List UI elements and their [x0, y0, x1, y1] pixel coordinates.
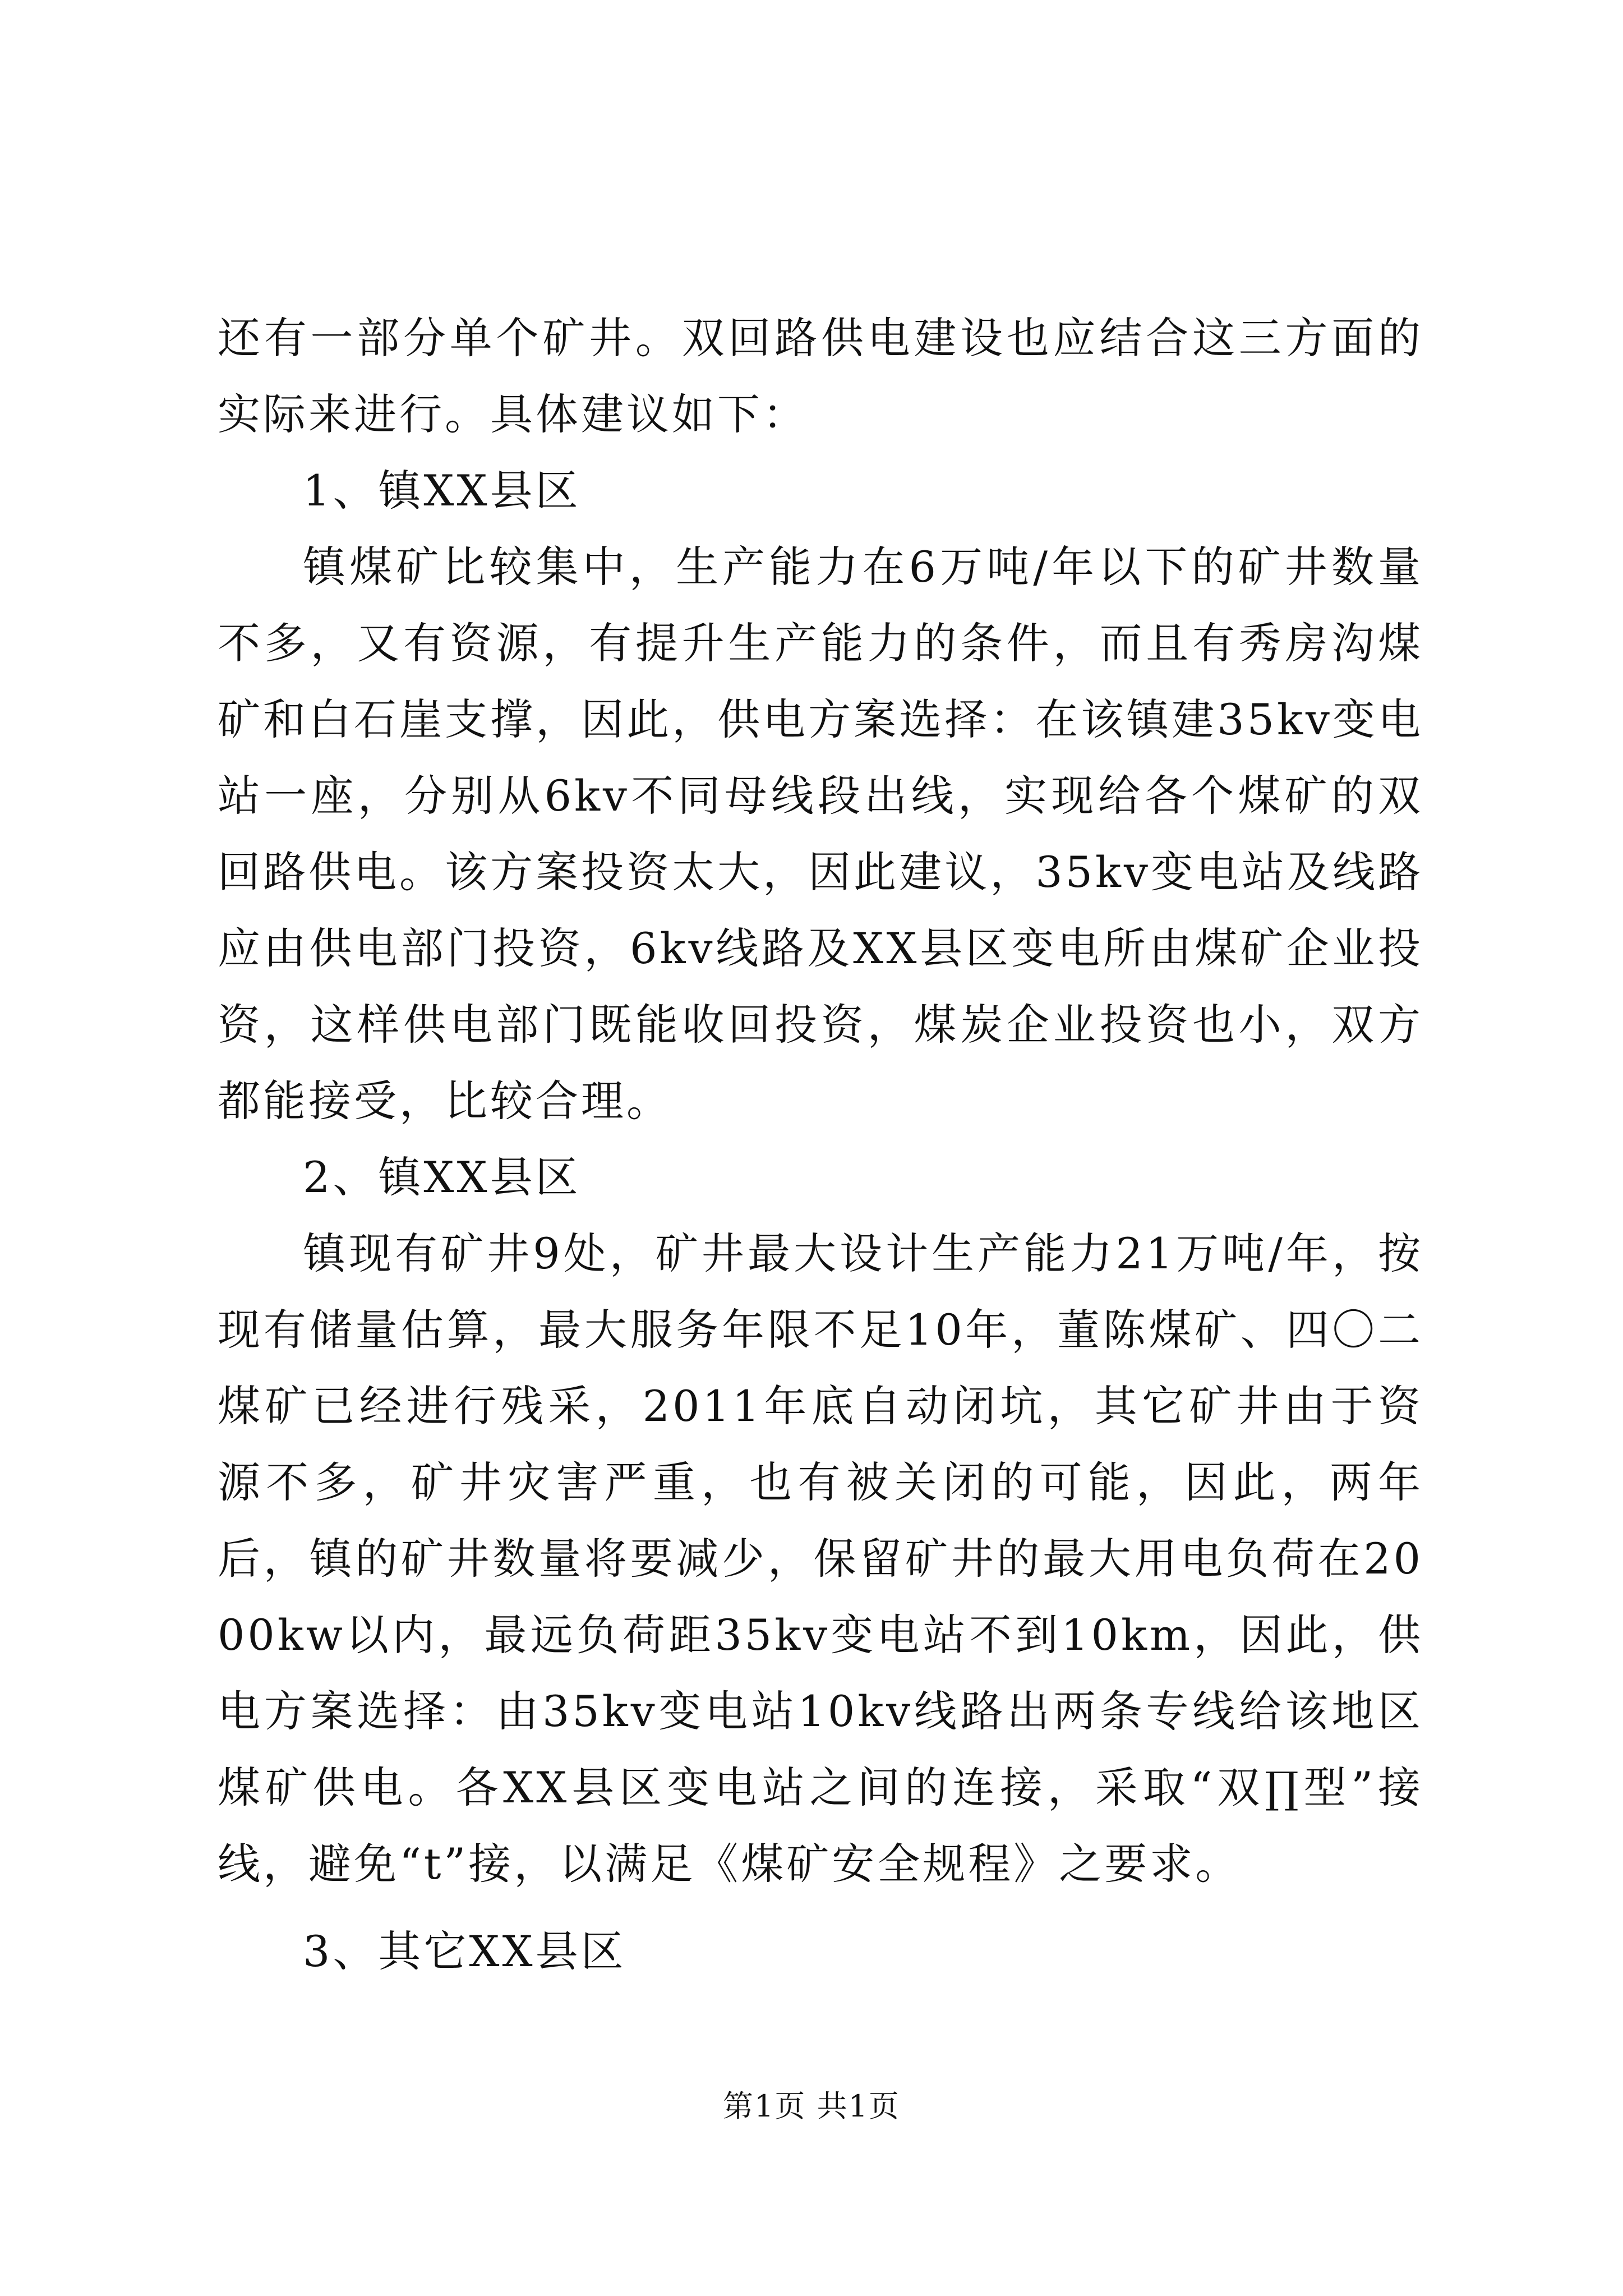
section-heading-3: 3、其它XX县区 — [303, 1926, 626, 1976]
section-heading-1: 1、镇XX县区 — [303, 466, 581, 516]
page-footer: 第1页 共1页 — [723, 2088, 900, 2124]
document-body — [218, 300, 1423, 1990]
section-heading-2: 2、镇XX县区 — [303, 1152, 581, 1202]
paragraph-section-2: 镇现有矿井9处，矿井最大设计生产能力21万吨/年，按现有储量估算，最大服务年限不足10年，董陈煤矿、四〇二煤矿已经进行残采，2011年底自动闭坑，其它矿井由于资源不多，矿井灾害严重，也有被关闭的可能，因此，两年后，镇的矿井数量将要减少，保留矿井的最大用电负荷在2000kw以内，最远负荷距35kv变电站不到10km，因此，供电方案选择：由35kv变电站10kv线路出两条专线给该地区煤矿供电。各XX县区变电站之间的连接，采取“双∏型”接线，避免“t”接，以满足《煤矿安全规程》之要求。 — [218, 1228, 1423, 1889]
paragraph-intro-continuation: 还有一部分单个矿井。双回路供电建设也应结合这三方面的实际来进行。具体建议如下： — [218, 313, 1423, 439]
paragraph-section-1: 镇煤矿比较集中，生产能力在6万吨/年以下的矿井数量不多，又有资源，有提升生产能力的条件，而且有秀房沟煤矿和白石崖支撑，因此，供电方案选择：在该镇建35kv变电站一座，分别从6kv不同母线段出线，实现给各个煤矿的双回路供电。该方案投资太大，因此建议，35kv变电站及线路应由供电部门投资，6kv线路及XX县区变电所由煤矿企业投资，这样供电部门既能收回投资，煤炭企业投资也小，双方都能接受，比较合理。 — [218, 542, 1423, 1126]
